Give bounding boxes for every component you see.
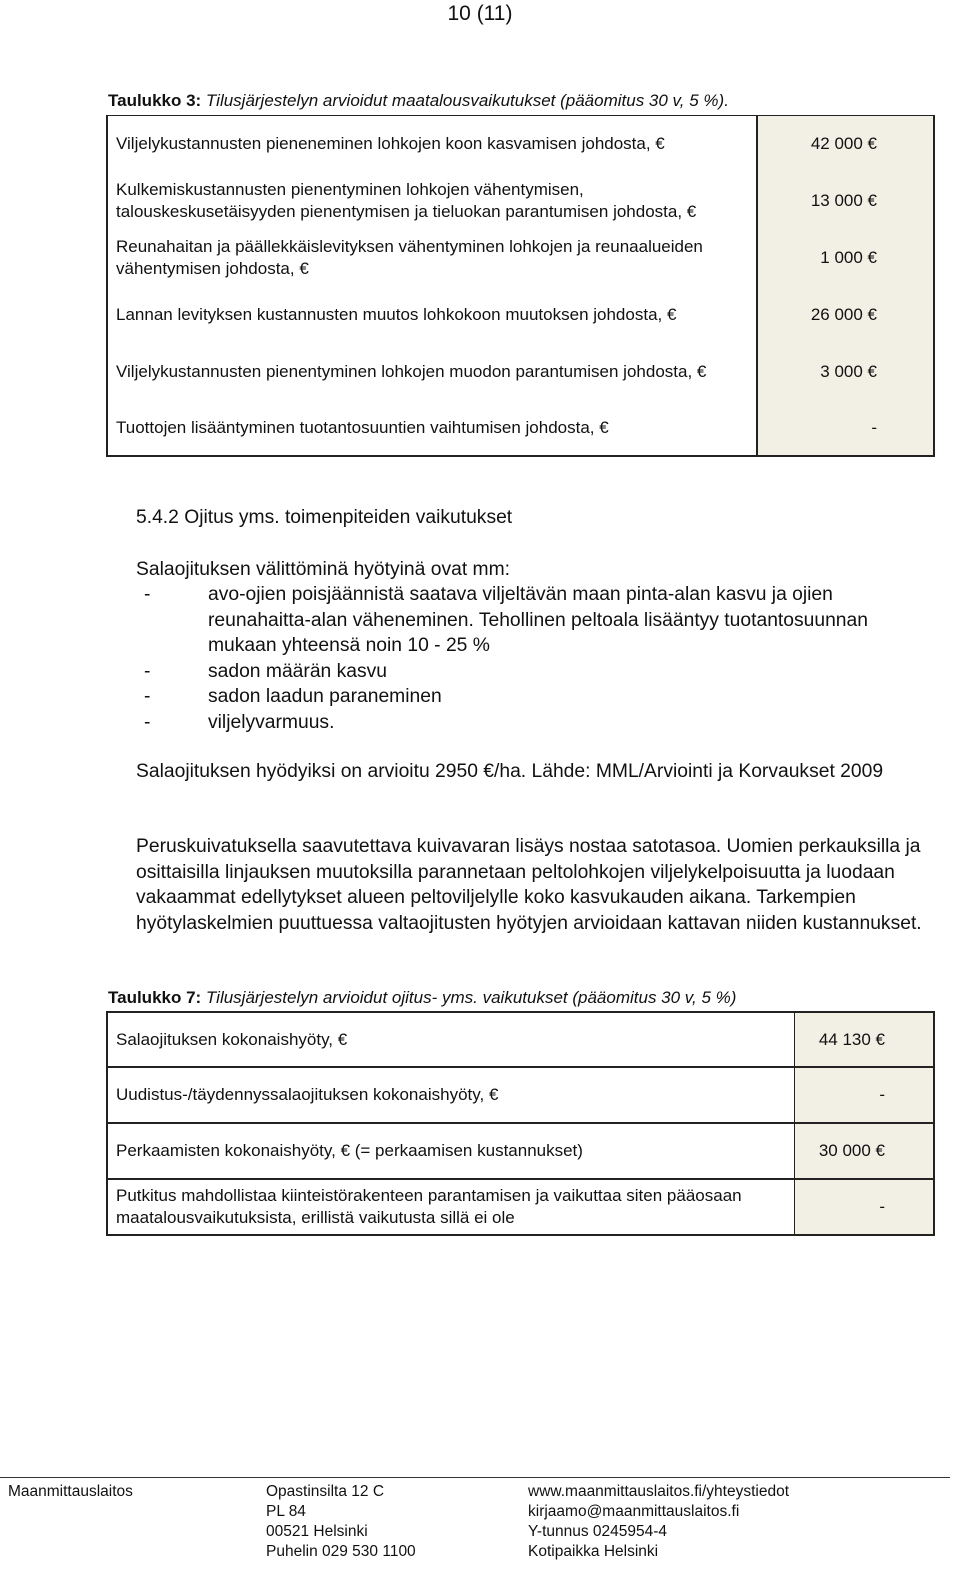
list-item bbox=[136, 582, 936, 659]
table3-row-label: Reunahaitan ja päällekkäislevityksen vähentyminen lohkojen ja reunaalueiden vähentymisen johdosta, € bbox=[116, 237, 703, 278]
table7-row-value: - bbox=[795, 1067, 935, 1123]
table-row bbox=[107, 1123, 934, 1179]
table-row bbox=[107, 287, 934, 344]
table-row bbox=[107, 344, 934, 401]
list-item bbox=[136, 659, 936, 685]
table3-row-value: 13 000 € bbox=[757, 173, 934, 230]
table3-row-value: 42 000 € bbox=[757, 116, 934, 173]
table7-row-label: Uudistus-/täydennyssalaojituksen kokonaishyöty, € bbox=[107, 1067, 795, 1123]
table3-caption-text: Tilusjärjestelyn arvioidut maatalousvaikutukset (pääomitus 30 v, 5 %). bbox=[201, 91, 729, 110]
table7-caption-text: Tilusjärjestelyn arvioidut ojitus- yms. vaikutukset (pääomitus 30 v, 5 %) bbox=[201, 988, 737, 1007]
table3 bbox=[106, 115, 935, 457]
footer-contact bbox=[528, 1482, 789, 1562]
table7-row-label: Putkitus mahdollistaa kiinteistörakenteen parantamisen ja vaikuttaa siten pääosaan maatalousvaikutuksista, erillistä vaikutusta sillä ei ole bbox=[107, 1179, 795, 1235]
list-item-text: viljelyvarmuus. bbox=[208, 711, 335, 733]
footer-org-name: Maanmittauslaitos bbox=[8, 1483, 133, 1500]
footer-address bbox=[266, 1482, 416, 1562]
main-paragraph: Peruskuivatuksella saavutettava kuivavaran lisäys nostaa satotasoa. Uomien perkauksilla ja osittaisilla linjauksen muutoksilla parannetaan peltolohkojen viljelykelpoisuutta ja luodaan vakaammat edellytykset alueen peltoviljelylle koko kasvukauden aikana. Tarkempien hyötylaskelmien puuttuessa valtaojitusten hyötyjen arvioidaan kattavan niiden kustannukset. bbox=[136, 836, 922, 934]
table3-caption bbox=[108, 91, 729, 111]
table-row bbox=[107, 1067, 934, 1123]
table7-row-value: 30 000 € bbox=[795, 1123, 935, 1179]
footer-postal-code: 00521 Helsinki bbox=[266, 1523, 368, 1540]
footer-domicile: Kotipaikka Helsinki bbox=[528, 1543, 659, 1560]
table-row bbox=[107, 230, 934, 287]
page-number: 10 (11) bbox=[447, 2, 513, 25]
footer-street: Opastinsilta 12 C bbox=[266, 1483, 385, 1500]
footer-po-box: PL 84 bbox=[266, 1503, 306, 1520]
benefit-paragraph: Salaojituksen hyödyiksi on arvioitu 2950 €/ha. Lähde: MML/Arviointi ja Korvaukset 2009 bbox=[136, 761, 884, 782]
section-heading: 5.4.2 Ojitus yms. toimenpiteiden vaikutukset bbox=[136, 507, 513, 528]
footer-phone: Puhelin 029 530 1100 bbox=[266, 1543, 416, 1560]
list-item-text: sadon laadun paraneminen bbox=[208, 686, 442, 707]
bullet-dash: - bbox=[144, 584, 151, 605]
table7-row-label: Perkaamisten kokonaishyöty, € (= perkaamisen kustannukset) bbox=[107, 1123, 795, 1179]
footer-organization bbox=[8, 1482, 133, 1502]
table3-row-value: 3 000 € bbox=[757, 344, 934, 401]
footer-website-link[interactable]: www.maanmittauslaitos.fi/yhteystiedot bbox=[528, 1483, 790, 1500]
footer-email-link[interactable]: kirjaamo@maanmittauslaitos.fi bbox=[528, 1503, 740, 1520]
table7 bbox=[106, 1011, 935, 1236]
table3-row-label: Viljelykustannusten pienentyminen lohkojen muodon parantumisen johdosta, € bbox=[116, 362, 707, 381]
bullet-dash: - bbox=[144, 660, 151, 682]
table-row bbox=[107, 1012, 934, 1067]
list-item-text: sadon määrän kasvu bbox=[208, 660, 387, 682]
bullet-dash: - bbox=[144, 686, 151, 707]
list-item-text: avo-ojien poisjäännistä saatava viljeltävän maan pinta-alan kasvu ja ojien reunahaitta-alan väheneminen. Tehollinen peltoala lisääntyy tuotantosuunnan mukaan yhteensä noin 10 - 25 % bbox=[208, 584, 868, 656]
table3-caption-prefix: Taulukko 3: bbox=[108, 91, 202, 110]
list-item bbox=[136, 710, 936, 736]
table3-row-label: Tuottojen lisääntyminen tuotantosuuntien vaihtumisen johdosta, € bbox=[116, 417, 609, 437]
table7-row-value: 44 130 € bbox=[795, 1012, 935, 1067]
table-row bbox=[107, 116, 934, 173]
table7-caption bbox=[108, 988, 736, 1008]
table7-row-label: Salaojituksen kokonaishyöty, € bbox=[107, 1012, 795, 1067]
table3-row-value: 26 000 € bbox=[757, 287, 934, 344]
table-row bbox=[107, 401, 934, 456]
table3-row-label: Kulkemiskustannusten pienentyminen lohkojen vähentymisen, talouskeskusetäisyyden pienentymisen ja tieluokan parantumisen johdosta, € bbox=[116, 180, 697, 221]
table-row bbox=[107, 173, 934, 230]
table-row bbox=[107, 1179, 934, 1235]
table3-row-label: Lannan levityksen kustannusten muutos lohkokoon muutoksen johdosta, € bbox=[116, 305, 677, 324]
footer-divider bbox=[0, 1477, 950, 1478]
bullet-dash: - bbox=[144, 711, 151, 733]
table3-row-label: Viljelykustannusten pieneneminen lohkojen koon kasvamisen johdosta, € bbox=[116, 134, 665, 154]
section-intro: Salaojituksen välittöminä hyötyinä ovat mm: bbox=[136, 559, 511, 580]
table7-row-value: - bbox=[795, 1179, 935, 1235]
table3-row-value: - bbox=[757, 401, 934, 456]
list-item bbox=[136, 684, 936, 710]
footer-business-id: Y-tunnus 0245954-4 bbox=[528, 1523, 668, 1540]
table7-caption-prefix: Taulukko 7: bbox=[108, 988, 202, 1007]
benefit-list bbox=[136, 582, 936, 735]
table3-row-value: 1 000 € bbox=[757, 230, 934, 287]
